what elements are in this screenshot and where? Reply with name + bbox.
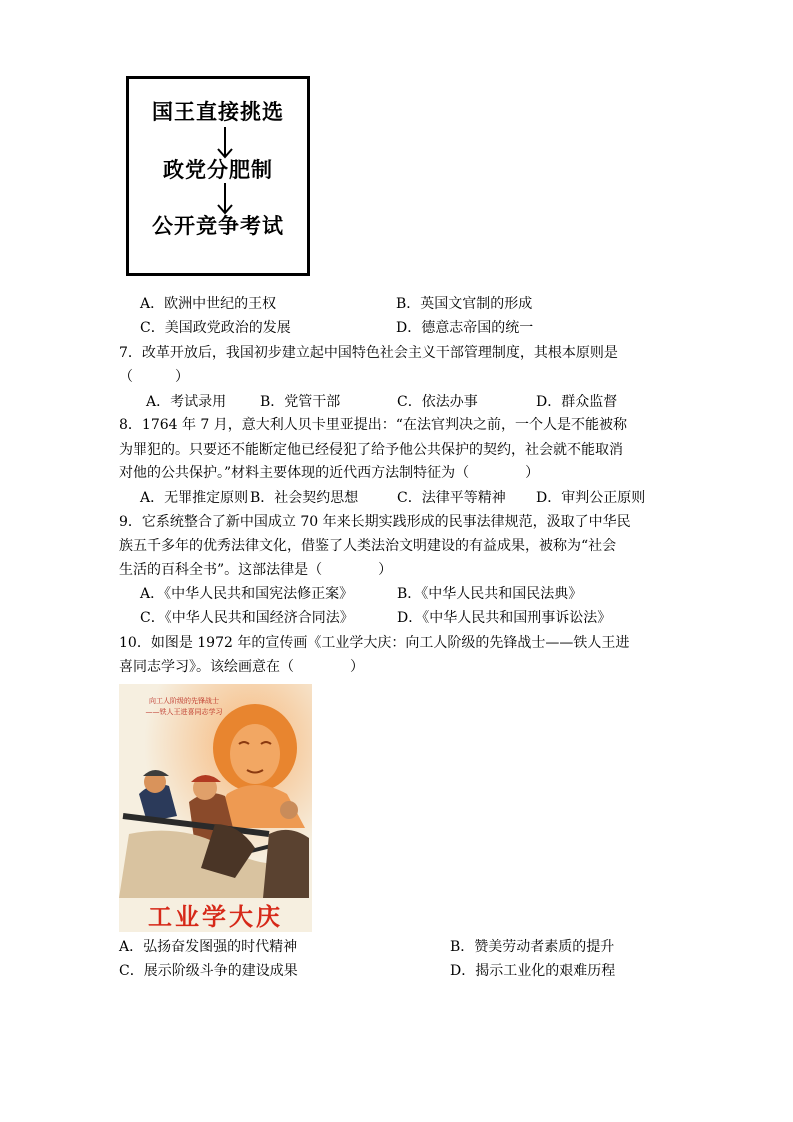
poster-caption-line-2: ——铁人王进喜同志学习	[145, 708, 223, 716]
q8-option-b: B．社会契约思想	[250, 490, 359, 506]
q7-option-b: B．党管干部	[260, 394, 341, 410]
flow-step-1: 国王直接挑选	[152, 100, 284, 124]
down-arrow-icon	[216, 183, 234, 215]
q6-option-b: B．英国文官制的形成	[396, 296, 533, 312]
q9-option-c: C．《中华人民共和国经济合同法》	[140, 610, 354, 626]
q7-stem: 7．改革开放后，我国初步建立起中国特色社会主义干部管理制度，其根本原则是	[119, 345, 618, 361]
q10-line-1: 10．如图是 1972 年的宣传画《工业学大庆：向工人阶级的先锋战士——铁人王进	[119, 635, 630, 651]
q7-option-c: C．依法办事	[397, 394, 478, 410]
q8-option-a: A．无罪推定原则	[140, 490, 249, 506]
flow-step-3: 公开竞争考试	[152, 214, 284, 238]
q9-option-a: A．《中华人民共和国宪法修正案》	[140, 586, 354, 602]
q10-line-2: 喜同志学习》。该绘画意在（ ）	[119, 659, 364, 675]
q7-option-d: D．群众监督	[536, 394, 618, 410]
q10-option-d: D．揭示工业化的艰难历程	[450, 963, 616, 979]
q6-option-a: A．欧洲中世纪的王权	[140, 296, 277, 312]
q10-option-b: B．赞美劳动者素质的提升	[450, 939, 615, 955]
propaganda-poster	[119, 684, 312, 932]
q9-line-1: 9．它系统整合了新中国成立 70 年来长期实践形成的民事法律规范，汲取了中华民	[119, 514, 631, 530]
poster-caption	[125, 696, 243, 718]
poster-caption-line-1: 向工人阶级的先锋战士	[149, 697, 219, 705]
flow-step-2: 政党分肥制	[163, 158, 273, 182]
q9-option-b: B．《中华人民共和国民法典》	[397, 586, 583, 602]
down-arrow-icon	[216, 127, 234, 159]
q8-line-2: 为罪犯的。只要还不能断定他已经侵犯了给予他公共保护的契约，社会就不能取消	[119, 442, 623, 458]
q7-stem-blank: （ ）	[119, 369, 189, 385]
q9-option-d: D．《中华人民共和国刑事诉讼法》	[397, 610, 612, 626]
q10-option-c: C．展示阶级斗争的建设成果	[119, 963, 298, 979]
q6-option-c: C．美国政党政治的发展	[140, 320, 291, 336]
flow-diagram	[126, 76, 310, 276]
poster-title: 工业学大庆	[148, 903, 283, 931]
q6-option-d: D．德意志帝国的统一	[396, 320, 534, 336]
q8-option-c: C．法律平等精神	[397, 490, 506, 506]
q10-option-a: A．弘扬奋发图强的时代精神	[119, 939, 298, 955]
q8-line-3: 对他的公共保护。”材料主要体现的近代西方法制特征为（ ）	[119, 465, 540, 481]
q9-line-2: 族五千多年的优秀法律文化，借鉴了人类法治文明建设的有益成果，被称为“社会	[119, 538, 617, 554]
q9-line-3: 生活的百科全书”。这部法律是（ ）	[119, 562, 393, 578]
q7-option-a: A．考试录用	[146, 394, 227, 410]
q8-option-d: D．审判公正原则	[536, 490, 646, 506]
q8-line-1: 8．1764 年 7 月，意大利人贝卡里亚提出：“在法官判决之前，一个人是不能被称	[119, 417, 627, 433]
